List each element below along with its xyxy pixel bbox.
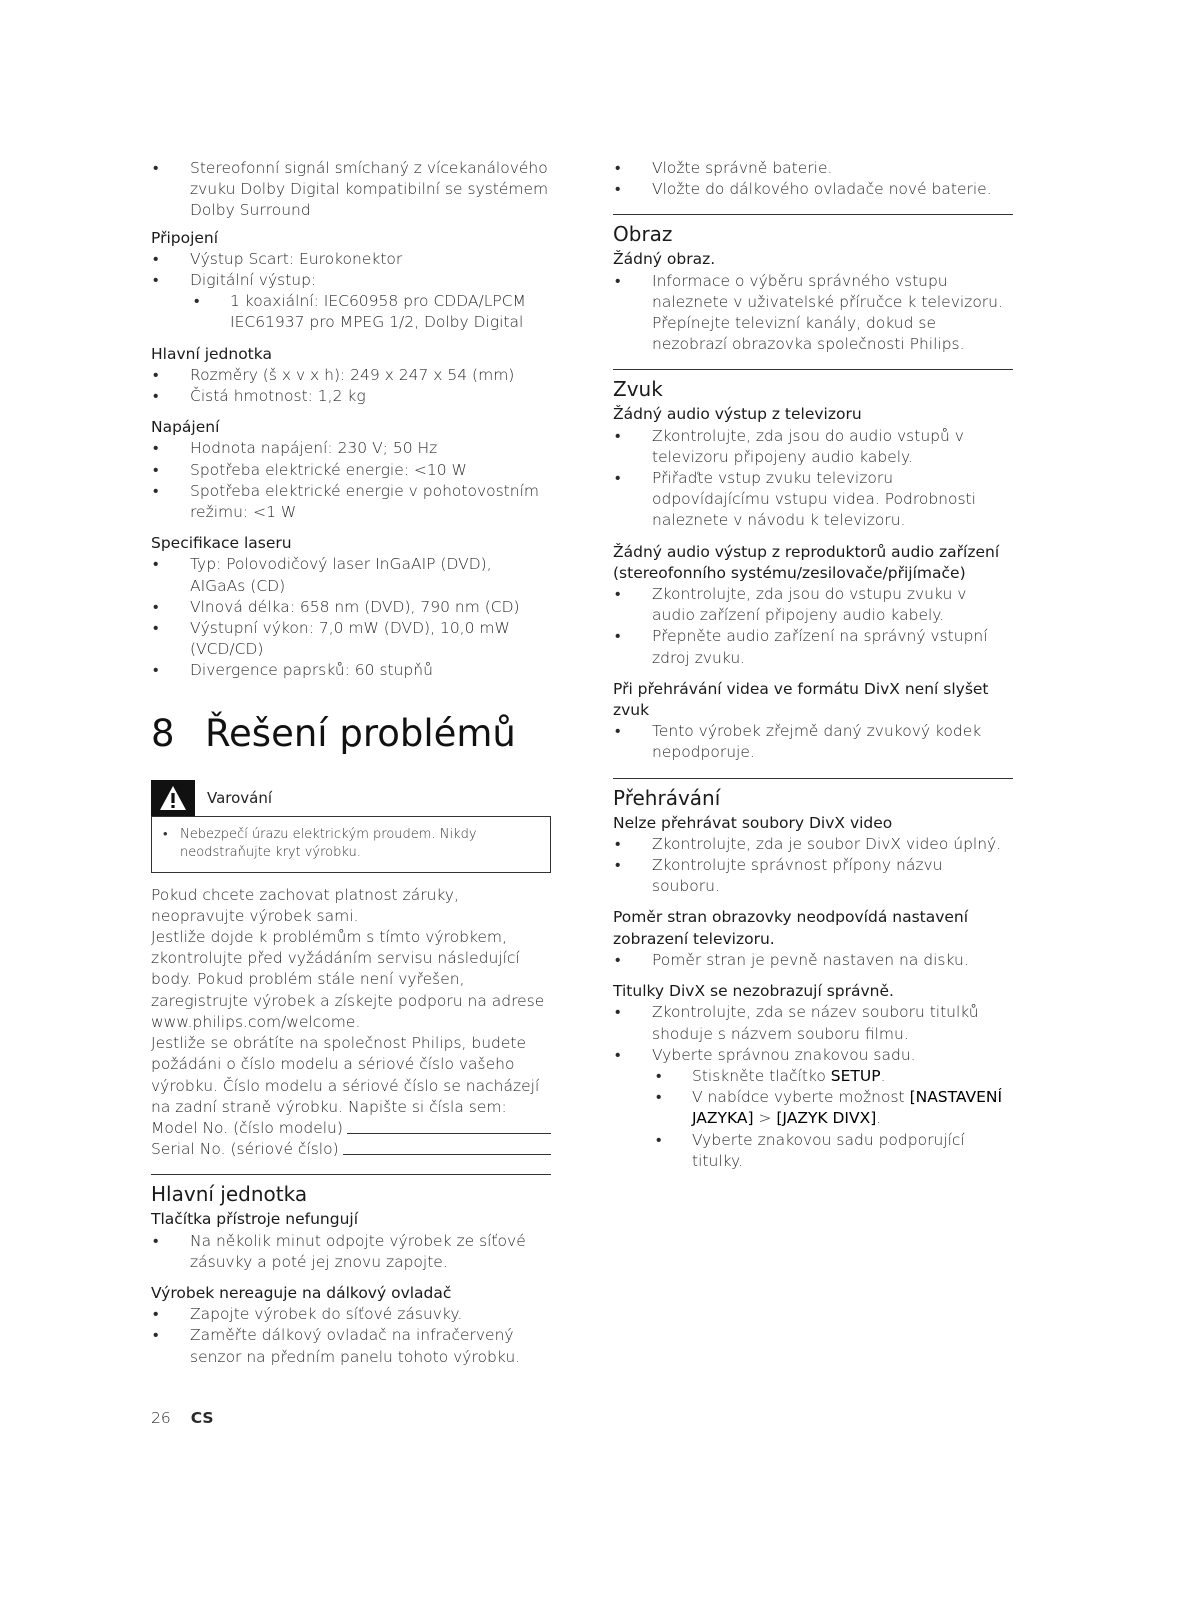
paragraph: Jestliže dojde k problémům s tímto výrobkem, zkontrolujte před vyžádáním servisu následující body. Pokud problém stále není vyřešen, zaregistrujte výrobek a získejte podporu na adrese www.philips.com/welcome. (151, 928, 545, 1031)
page-number: 26 (151, 1409, 171, 1427)
bullet-item: • Zapojte výrobek do síťové zásuvky. (151, 1304, 551, 1325)
chapter-heading (151, 712, 551, 756)
language-code: CS (190, 1409, 214, 1427)
chapter-title: Řešení problémů (205, 711, 516, 755)
model-number-line: Model No. (číslo modelu) (151, 1118, 551, 1139)
paragraph: Pokud chcete zachovat platnost záruky, neopravujte výrobek sami. (151, 885, 459, 925)
subheading-pripojeni: Připojení (151, 228, 219, 247)
bullet-item: • Zkontrolujte, zda je soubor DivX video úplný. (613, 834, 1013, 855)
subheading-napajeni: Napájení (151, 418, 220, 437)
subheading: Poměr stran obrazovky neodpovídá nastavení zobrazení televizoru. (613, 908, 969, 948)
bullet-item: • Výstupní výkon: 7,0 mW (DVD), 10,0 mW (VCD/CD) (151, 618, 551, 660)
section-heading-hlavni-jednotka: Hlavní jednotka (151, 1174, 551, 1207)
bullet-item: • Přiřaďte vstup zvuku televizoru odpovídajícímu vstupu videa. Podrobnosti naleznete v návodu k televizoru. (613, 468, 1013, 532)
bullet-item: • Čistá hmotnost: 1,2 kg (151, 386, 551, 407)
warning-box (151, 780, 551, 873)
left-column (151, 158, 551, 1368)
paragraph: Jestliže se obrátíte na společnost Philips, budete požádáni o číslo modelu a sériové číslo vašeho výrobku. Číslo modelu a sériové číslo se nacházejí na zadní straně výrobku. Napište si čísla sem: (151, 1034, 540, 1116)
subheading: Výrobek nereaguje na dálkový ovladač (151, 1283, 452, 1302)
section-heading-zvuk: Zvuk (613, 369, 1013, 402)
subheading-laser: Specifikace laseru (151, 534, 292, 553)
bullet-item: • Zkontrolujte, zda jsou do vstupu zvuku v audio zařízení připojeny audio kabely. (613, 584, 1013, 626)
bullet-item: • Výstup Scart: Eurokonektor (151, 249, 551, 270)
bullet-item: • Typ: Polovodičový laser InGaAIP (DVD), AIGaAs (CD) (151, 554, 551, 596)
bullet-item: • Zkontrolujte správnost přípony názvu souboru. (613, 855, 1013, 897)
section-heading-prehravani: Přehrávání (613, 778, 1013, 811)
bullet-item: • Hodnota napájení: 230 V; 50 Hz (151, 438, 551, 459)
bullet-item: • Vlnová délka: 658 nm (DVD), 790 nm (CD) (151, 597, 551, 618)
page-footer (151, 1409, 214, 1427)
subheading: Žádný audio výstup z televizoru (613, 405, 862, 424)
bullet-item: • Na několik minut odpojte výrobek ze síťové zásuvky a poté jej znovu zapojte. (151, 1231, 551, 1273)
bullet-item: • Tento výrobek zřejmě daný zvukový kodek nepodporuje. (613, 721, 1013, 763)
bullet-item: • Přepněte audio zařízení na správný vstupní zdroj zvuku. (613, 626, 1013, 668)
bullet-item: • Vyberte správnou znakovou sadu. (613, 1045, 1013, 1066)
bullet-item: • Divergence paprsků: 60 stupňů (151, 660, 551, 681)
nested-bullet-item: • 1 koaxiální: IEC60958 pro CDDA/LPCM IEC61937 pro MPEG 1/2, Dolby Digital (151, 291, 551, 333)
nested-bullet-item: • Stiskněte tlačítko SETUP. (613, 1066, 1013, 1087)
bullet-item: • Poměr stran je pevně nastaven na disku. (613, 950, 1013, 971)
subheading: Žádný audio výstup z reproduktorů audio zařízení (stereofonního systému/zesilovače/přijímače) (613, 542, 1000, 582)
bullet-item: • Digitální výstup: (151, 270, 551, 291)
subheading: Při přehrávání videa ve formátu DivX není slyšet zvuk (613, 679, 989, 720)
chapter-number: 8 (151, 711, 175, 755)
bullet-item: • Vložte do dálkového ovladače nové baterie. (613, 179, 1013, 200)
subheading: Žádný obraz. (613, 250, 716, 269)
warning-header (151, 780, 551, 816)
bullet-item: • Zkontrolujte, zda jsou do audio vstupů v televizoru připojeny audio kabely. (613, 426, 1013, 468)
bullet-item: • Vložte správně baterie. (613, 158, 1013, 179)
serial-number-line: Serial No. (sériové číslo) (151, 1139, 551, 1160)
warning-label: Varování (207, 788, 273, 807)
bullet-item: • Stereofonní signál smíchaný z vícekanálového zvuku Dolby Digital kompatibilní se systémem Dolby Surround (151, 158, 551, 222)
bullet-item: • Zkontrolujte, zda se název souboru titulků shoduje s názvem souboru filmu. (613, 1002, 1013, 1044)
warning-icon (151, 780, 195, 816)
nested-bullet-item: • V nabídce vyberte možnost [NASTAVENÍ JAZYKA] > [JAZYK DIVX]. (613, 1087, 1013, 1129)
nested-bullet-item: • Vyberte znakovou sadu podporující titulky. (613, 1130, 1013, 1172)
bullet-item: • Spotřeba elektrické energie v pohotovostním režimu: <1 W (151, 481, 551, 523)
bullet-item: • Rozměry (š x v x h): 249 x 247 x 54 (mm) (151, 365, 551, 386)
subheading: Titulky DivX se nezobrazují správně. (613, 982, 894, 1001)
subheading: Nelze přehrávat soubory DivX video (613, 813, 893, 832)
bullet-item: • Zaměřte dálkový ovladač na infračervený senzor na předním panelu tohoto výrobku. (151, 1325, 551, 1367)
warning-text: • Nebezpečí úrazu elektrickým proudem. Nikdy neodstraňujte kryt výrobku. (151, 816, 551, 873)
subheading-hlavni-jednotka: Hlavní jednotka (151, 344, 272, 363)
bullet-item: • Spotřeba elektrické energie: <10 W (151, 460, 551, 481)
right-column (613, 158, 1013, 1172)
subheading: Tlačítka přístroje nefungují (151, 1210, 359, 1229)
bullet-item: • Informace o výběru správného vstupu naleznete v uživatelské příručce k televizoru. Přepínejte televizní kanály, dokud se nezobrazí obrazovka společnosti Philips. (613, 271, 1013, 356)
section-heading-obraz: Obraz (613, 214, 1013, 247)
